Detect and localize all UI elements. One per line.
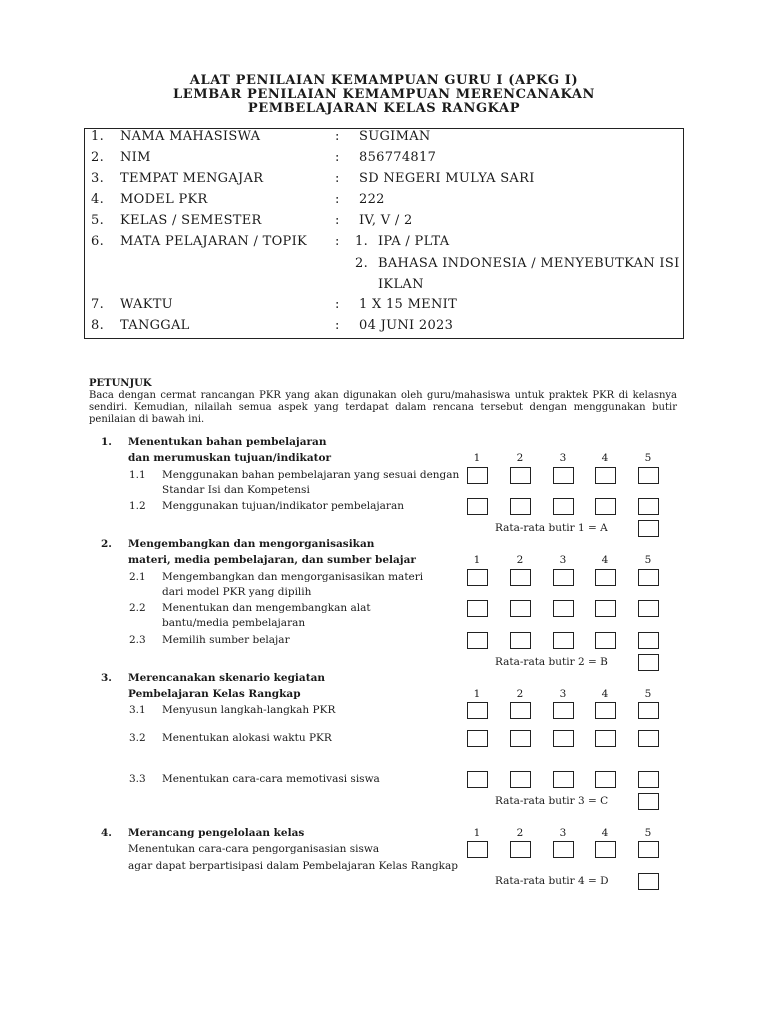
identity-colon: :	[335, 171, 340, 186]
section-number: 4.	[101, 827, 112, 839]
identity-colon: :	[335, 192, 340, 207]
item-number: 1.2	[129, 500, 146, 512]
score-box[interactable]	[638, 467, 659, 484]
score-box[interactable]	[467, 569, 488, 586]
score-box[interactable]	[553, 467, 574, 484]
item-number: 3.3	[129, 773, 146, 785]
score-box[interactable]	[595, 730, 616, 747]
score-box[interactable]	[638, 569, 659, 586]
item-text: bantu/media pembelajaran	[162, 617, 306, 629]
score-box[interactable]	[553, 498, 574, 515]
score-box[interactable]	[553, 600, 574, 617]
score-box[interactable]	[553, 771, 574, 788]
scale-label: 1	[473, 827, 481, 839]
scale-label: 2	[516, 452, 524, 464]
scale-label: 3	[559, 827, 567, 839]
item-number: 3.2	[129, 732, 146, 744]
scale-label: 4	[601, 452, 609, 464]
identity-colon: :	[335, 234, 340, 249]
score-box[interactable]	[510, 467, 531, 484]
score-box[interactable]	[510, 841, 531, 858]
scale-label: 1	[473, 452, 481, 464]
average-box[interactable]	[638, 873, 659, 890]
identity-num: 1.	[91, 129, 105, 144]
scale-label: 1	[473, 688, 481, 700]
item-number: 3.1	[129, 704, 146, 716]
item-text: Menentukan dan mengembangkan alat	[162, 602, 371, 614]
score-box[interactable]	[467, 771, 488, 788]
instructions-text: Baca dengan cermat rancangan PKR yang akan digunakan oleh guru/mahasiswa untuk praktek PKR di kelasnya sendiri. Kemudian, nilailah semua aspek yang terdapat dalam rencana tersebut dengan menggunakan butir penilaian di bawah ini.	[89, 390, 677, 425]
score-box[interactable]	[510, 730, 531, 747]
score-box[interactable]	[553, 730, 574, 747]
score-box[interactable]	[467, 730, 488, 747]
item-text: Mengembangkan dan mengorganisasikan materi	[162, 571, 424, 583]
identity-num: 5.	[91, 213, 105, 228]
item-text: Menentukan cara-cara pengorganisasian siswa	[128, 843, 380, 855]
average-box[interactable]	[638, 793, 659, 810]
scale-label: 4	[601, 827, 609, 839]
scale-label: 3	[559, 554, 567, 566]
scale-label: 5	[644, 554, 652, 566]
score-box[interactable]	[510, 498, 531, 515]
score-box[interactable]	[553, 632, 574, 649]
subject-text: IPA / PLTA	[378, 234, 450, 249]
item-number: 2.3	[129, 634, 146, 646]
identity-num: 2.	[91, 150, 105, 165]
score-box[interactable]	[553, 569, 574, 586]
identity-num: 6.	[91, 234, 105, 249]
scale-label: 3	[559, 452, 567, 464]
identity-colon: :	[335, 150, 340, 165]
score-box[interactable]	[467, 841, 488, 858]
identity-label: MATA PELAJARAN / TOPIK	[120, 234, 308, 249]
section-title: Mengembangkan dan mengorganisasikan	[128, 538, 375, 550]
form-title-line-1: ALAT PENILAIAN KEMAMPUAN GURU I (APKG I)	[189, 73, 579, 88]
identity-value: IV, V / 2	[359, 213, 413, 228]
score-box[interactable]	[510, 632, 531, 649]
section-title: Merancang pengelolaan kelas	[128, 827, 305, 839]
item-text: Menggunakan tujuan/indikator pembelajaran	[162, 500, 404, 512]
form-title-line-2: LEMBAR PENILAIAN KEMAMPUAN MERENCANAKAN	[172, 87, 595, 102]
item-text: agar dapat berpartisipasi dalam Pembelajaran Kelas Rangkap	[128, 860, 458, 872]
identity-colon: :	[335, 297, 340, 312]
score-box[interactable]	[595, 467, 616, 484]
scale-label: 2	[516, 688, 524, 700]
scale-label: 5	[644, 688, 652, 700]
scale-label: 2	[516, 827, 524, 839]
section-title: materi, media pembelajaran, dan sumber belajar	[128, 554, 416, 566]
score-box[interactable]	[510, 600, 531, 617]
item-text: Menyusun langkah-langkah PKR	[162, 704, 336, 716]
identity-box	[84, 128, 684, 339]
score-box[interactable]	[638, 730, 659, 747]
score-box[interactable]	[467, 702, 488, 719]
item-text: Memilih sumber belajar	[162, 634, 290, 646]
section-title: Merencanakan skenario kegiatan	[128, 672, 326, 684]
score-box[interactable]	[553, 702, 574, 719]
score-box[interactable]	[553, 841, 574, 858]
identity-value: 1 X 15 MENIT	[359, 297, 458, 312]
identity-num: 7.	[91, 297, 105, 312]
identity-colon: :	[335, 213, 340, 228]
identity-label: TEMPAT MENGAJAR	[120, 171, 264, 186]
item-text: Menentukan cara-cara memotivasi siswa	[162, 773, 380, 785]
score-box[interactable]	[595, 841, 616, 858]
item-number: 1.1	[129, 469, 146, 481]
average-label: Rata-rata butir 1 = A	[495, 522, 608, 534]
identity-value: 856774817	[359, 150, 437, 165]
score-box[interactable]	[595, 771, 616, 788]
instructions-title: PETUNJUK	[89, 378, 152, 389]
identity-num: 4.	[91, 192, 105, 207]
identity-label: NIM	[120, 150, 151, 165]
score-box[interactable]	[467, 600, 488, 617]
identity-value: 04 JUNI 2023	[359, 318, 454, 333]
scale-label: 4	[601, 554, 609, 566]
identity-num: 3.	[91, 171, 105, 186]
scale-label: 5	[644, 452, 652, 464]
identity-value: 222	[359, 192, 385, 207]
average-box[interactable]	[638, 520, 659, 537]
item-text: Standar Isi dan Kompetensi	[162, 484, 310, 496]
average-box[interactable]	[638, 654, 659, 671]
subject-num: 1.	[355, 234, 369, 249]
score-box[interactable]	[467, 498, 488, 515]
score-box[interactable]	[595, 498, 616, 515]
identity-colon: :	[335, 129, 340, 144]
identity-value: SD NEGERI MULYA SARI	[359, 171, 535, 186]
score-box[interactable]	[638, 702, 659, 719]
identity-label: TANGGAL	[120, 318, 190, 333]
identity-label: WAKTU	[120, 297, 173, 312]
score-box[interactable]	[638, 841, 659, 858]
score-box[interactable]	[638, 498, 659, 515]
item-number: 2.1	[129, 571, 146, 583]
average-label: Rata-rata butir 4 = D	[495, 875, 609, 887]
score-box[interactable]	[467, 632, 488, 649]
score-box[interactable]	[638, 600, 659, 617]
identity-label: NAMA MAHASISWA	[120, 129, 261, 144]
score-box[interactable]	[510, 771, 531, 788]
section-number: 3.	[101, 672, 112, 684]
score-box[interactable]	[595, 600, 616, 617]
scale-label: 1	[473, 554, 481, 566]
score-box[interactable]	[595, 632, 616, 649]
item-text: Menentukan alokasi waktu PKR	[162, 732, 332, 744]
subject-text: IKLAN	[378, 277, 424, 292]
score-box[interactable]	[467, 467, 488, 484]
section-title: dan merumuskan tujuan/indikator	[128, 452, 332, 464]
item-text: Menggunakan bahan pembelajaran yang sesuai dengan	[162, 469, 460, 481]
identity-value: SUGIMAN	[359, 129, 431, 144]
score-box[interactable]	[638, 771, 659, 788]
section-number: 1.	[101, 436, 112, 448]
score-box[interactable]	[595, 569, 616, 586]
score-box[interactable]	[638, 632, 659, 649]
scale-label: 2	[516, 554, 524, 566]
scale-label: 4	[601, 688, 609, 700]
section-title: Menentukan bahan pembelajaran	[128, 436, 327, 448]
score-box[interactable]	[510, 702, 531, 719]
identity-label: MODEL PKR	[120, 192, 208, 207]
subject-text: BAHASA INDONESIA / MENYEBUTKAN ISI	[378, 256, 680, 271]
subject-num: 2.	[355, 256, 369, 271]
score-box[interactable]	[595, 702, 616, 719]
average-label: Rata-rata butir 3 = C	[495, 795, 609, 807]
section-title: Pembelajaran Kelas Rangkap	[128, 688, 301, 700]
identity-colon: :	[335, 318, 340, 333]
section-number: 2.	[101, 538, 112, 550]
form-title-line-3: PEMBELAJARAN KELAS RANGKAP	[247, 101, 521, 116]
item-text: dari model PKR yang dipilih	[162, 586, 312, 598]
scale-label: 5	[644, 827, 652, 839]
identity-label: KELAS / SEMESTER	[120, 213, 262, 228]
score-box[interactable]	[510, 569, 531, 586]
average-label: Rata-rata butir 2 = B	[495, 656, 608, 668]
item-number: 2.2	[129, 602, 146, 614]
scale-label: 3	[559, 688, 567, 700]
identity-num: 8.	[91, 318, 105, 333]
